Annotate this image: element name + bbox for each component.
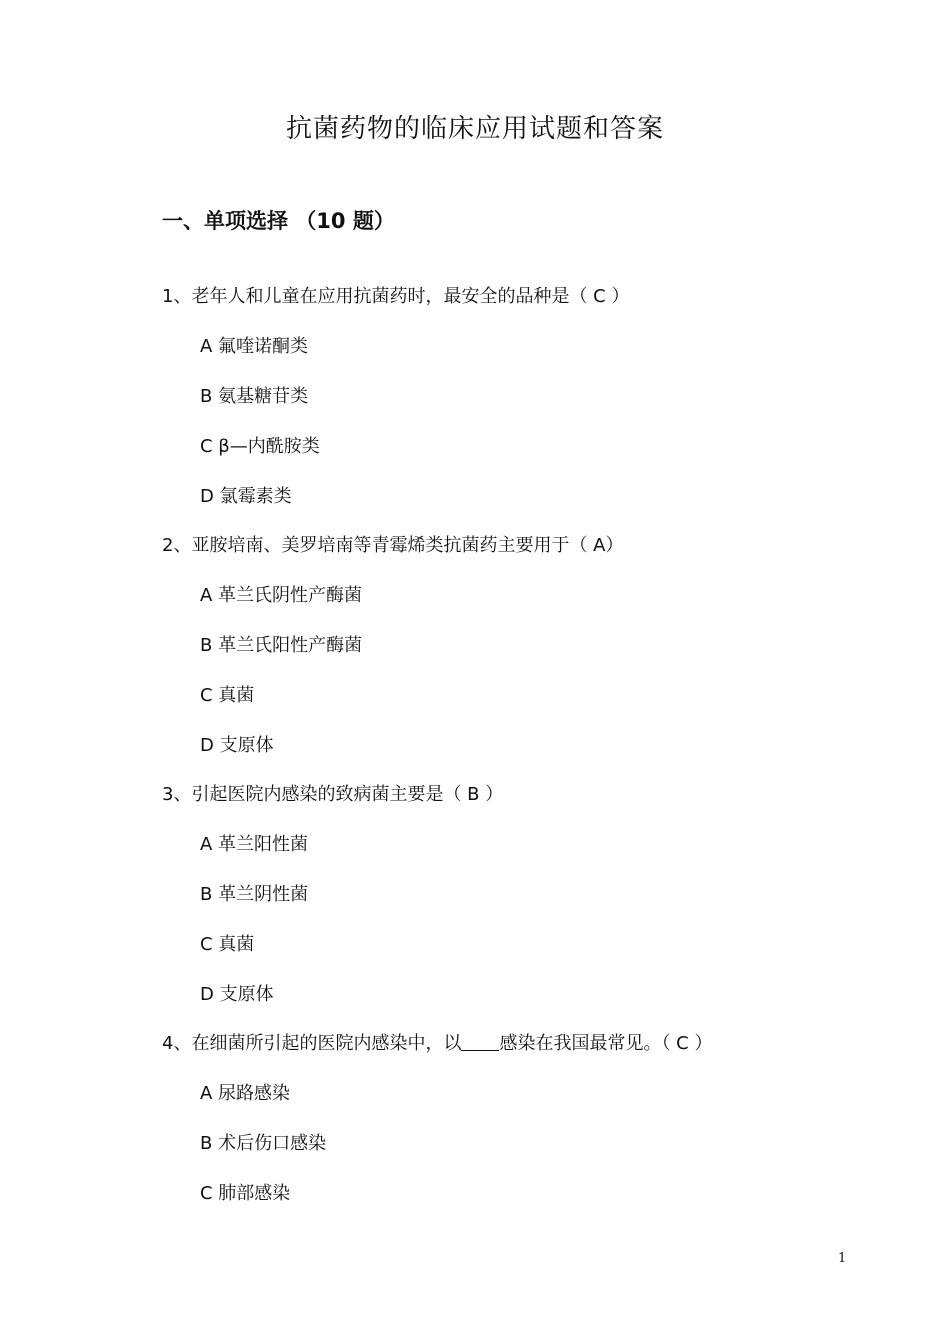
answer-option: B 革兰氏阳性产酶菌 xyxy=(200,635,363,656)
answer-option: A 革兰阳性菌 xyxy=(200,834,309,855)
question-stem: 3、引起医院内感染的致病菌主要是（ B ） xyxy=(162,784,504,805)
question-stem-end: 感染在我国最常见。（ C ） xyxy=(499,1033,713,1054)
question-stem: 1、老年人和儿童在应用抗菌药时，最安全的品种是（ C ） xyxy=(162,286,630,307)
answer-option: C 真菌 xyxy=(200,934,255,955)
question-stem xyxy=(162,1029,712,1055)
answer-option: C β—内酰胺类 xyxy=(200,436,320,457)
answer-option: B 革兰阴性菌 xyxy=(200,884,309,905)
answer-option: D 支原体 xyxy=(200,735,274,756)
answer-option: D 氯霉素类 xyxy=(200,486,292,507)
section-heading: 一、单项选择 （10 题） xyxy=(162,209,395,233)
question-stem-start: 4、在细菌所引起的医院内感染中，以 xyxy=(162,1033,462,1054)
answer-option: A 尿路感染 xyxy=(200,1083,291,1104)
answer-option: B 氨基糖苷类 xyxy=(200,386,309,407)
answer-option: B 术后伤口感染 xyxy=(200,1133,327,1154)
question-stem: 2、亚胺培南、美罗培南等青霉烯类抗菌药主要用于（ A） xyxy=(162,535,624,556)
fill-in-blank xyxy=(461,1034,499,1051)
page-title: 抗菌药物的临床应用试题和答案 xyxy=(285,114,664,144)
answer-option: A 革兰氏阴性产酶菌 xyxy=(200,585,363,606)
answer-option: A 氟喹诺酮类 xyxy=(200,336,309,357)
answer-option: C 真菌 xyxy=(200,685,255,706)
page-number: 1 xyxy=(838,1251,847,1266)
answer-option: D 支原体 xyxy=(200,984,274,1005)
answer-option: C 肺部感染 xyxy=(200,1183,291,1204)
